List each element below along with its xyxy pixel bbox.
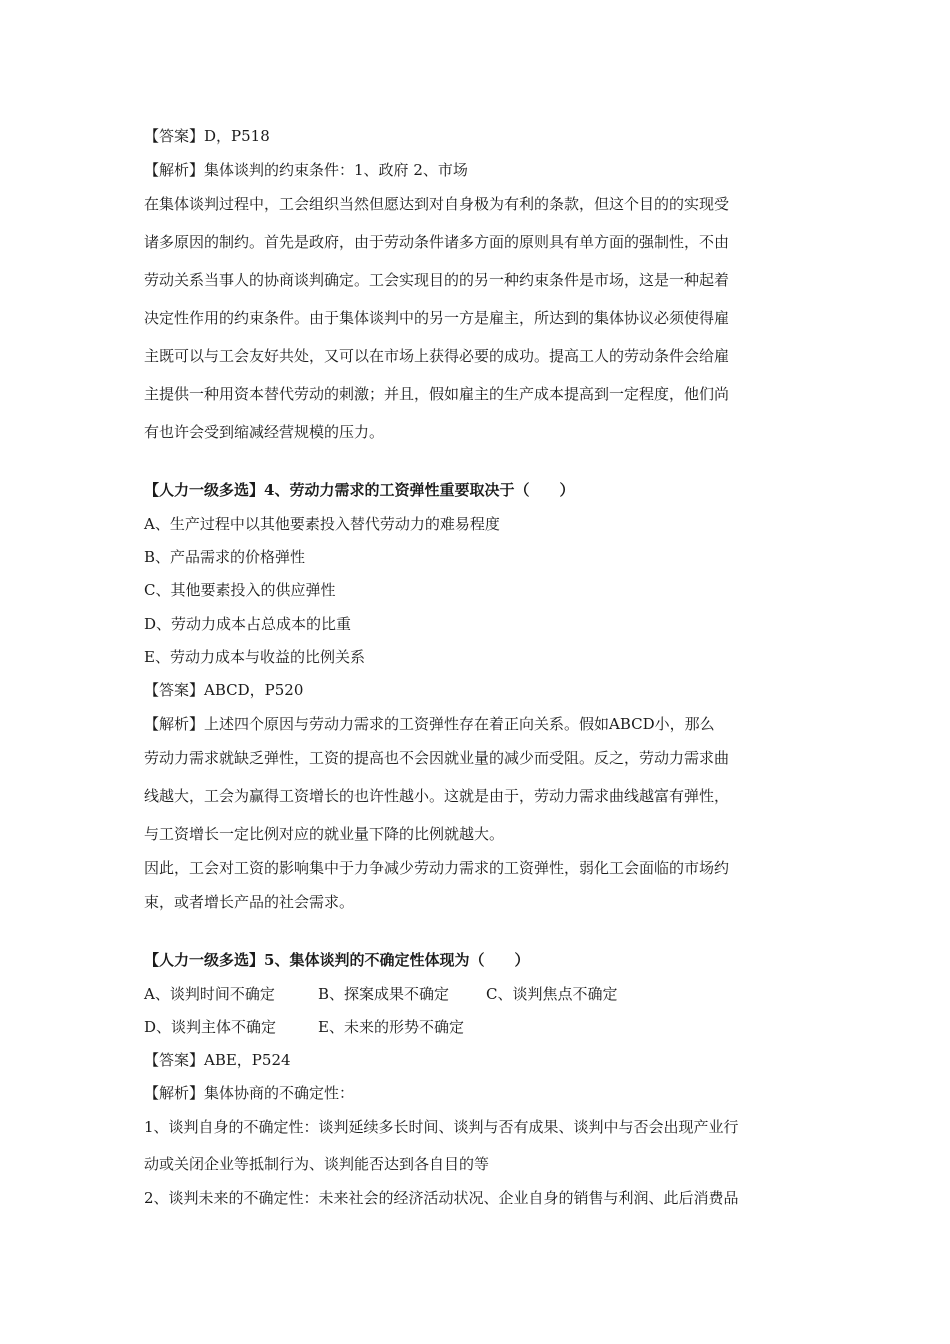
q3-analysis-line: 有也许会受到缩减经营规模的压力。 bbox=[144, 423, 385, 441]
q5-title: 【人力一级多选】5、集体谈判的不确定性体现为（ ） bbox=[144, 951, 530, 969]
q5-analysis-line: 2、谈判未来的不确定性：未来社会的经济活动状况、企业自身的销售与利润、此后消费品 bbox=[144, 1189, 739, 1207]
q5-option-e: E、未来的形势不确定 bbox=[318, 1018, 464, 1036]
q4-title: 【人力一级多选】4、劳动力需求的工资弹性重要取决于（ ） bbox=[144, 481, 575, 499]
q5-analysis-line: 动或关闭企业等抵制行为、谈判能否达到各自目的等 bbox=[144, 1155, 490, 1173]
q5-option-d: D、谈判主体不确定 bbox=[144, 1018, 277, 1036]
q5-options-row bbox=[144, 984, 617, 1004]
q4-option-a: A、生产过程中以其他要素投入替代劳动力的难易程度 bbox=[144, 515, 500, 533]
q3-analysis-line: 劳动关系当事人的协商谈判确定。工会实现目的的另一种约束条件是市场，这是一种起着 bbox=[144, 271, 730, 289]
q3-analysis-line: 决定性作用的约束条件。由于集体谈判中的另一方是雇主，所达到的集体协议必须使得雇 bbox=[144, 309, 730, 327]
q4-option-c: C、其他要素投入的供应弹性 bbox=[144, 581, 336, 599]
q5-option-c: C、谈判焦点不确定 bbox=[486, 985, 618, 1003]
q4-analysis-head: 【解析】上述四个原因与劳动力需求的工资弹性存在着正向关系。假如ABCD小，那么 bbox=[144, 715, 715, 733]
q4-answer: 【答案】ABCD，P520 bbox=[144, 681, 304, 699]
q5-analysis-head: 【解析】集体协商的不确定性： bbox=[144, 1084, 355, 1102]
q3-analysis-line: 在集体谈判过程中，工会组织当然但愿达到对自身极为有利的条款，但这个目的的实现受 bbox=[144, 195, 730, 213]
q4-option-d: D、劳动力成本占总成本的比重 bbox=[144, 615, 352, 633]
q4-option-e: E、劳动力成本与收益的比例关系 bbox=[144, 648, 365, 666]
q3-analysis-head: 【解析】集体谈判的约束条件：1、政府 2、市场 bbox=[144, 161, 468, 179]
q4-option-b: B、产品需求的价格弹性 bbox=[144, 548, 306, 566]
q4-analysis-line: 劳动力需求就缺乏弹性，工资的提高也不会因就业量的减少而受阻。反之，劳动力需求曲 bbox=[144, 749, 730, 767]
q3-analysis-line: 主既可以与工会友好共处，又可以在市场上获得必要的成功。提高工人的劳动条件会给雇 bbox=[144, 347, 730, 365]
q4-analysis-tail: 因此，工会对工资的影响集中于力争减少劳动力需求的工资弹性，弱化工会面临的市场约 bbox=[144, 859, 730, 877]
q4-analysis-line: 与工资增长一定比例对应的就业量下降的比例就越大。 bbox=[144, 825, 505, 843]
q5-option-b: B、探案成果不确定 bbox=[318, 985, 450, 1003]
q3-analysis-line: 主提供一种用资本替代劳动的刺激；并且，假如雇主的生产成本提高到一定程度，他们尚 bbox=[144, 385, 730, 403]
q5-options-row bbox=[144, 1017, 464, 1037]
q3-answer: 【答案】D，P518 bbox=[144, 127, 270, 145]
q4-analysis-line: 线越大，工会为赢得工资增长的也许性越小。这就是由于，劳动力需求曲线越富有弹性， bbox=[144, 787, 730, 805]
q5-option-a: A、谈判时间不确定 bbox=[144, 985, 275, 1003]
q5-analysis-line: 1、谈判自身的不确定性：谈判延续多长时间、谈判与否有成果、谈判中与否会出现产业行 bbox=[144, 1118, 739, 1136]
q4-analysis-tail: 束，或者增长产品的社会需求。 bbox=[144, 893, 355, 911]
q3-analysis-line: 诸多原因的制约。首先是政府，由于劳动条件诸多方面的原则具有单方面的强制性，不由 bbox=[144, 233, 730, 251]
q5-answer: 【答案】ABE，P524 bbox=[144, 1051, 291, 1069]
